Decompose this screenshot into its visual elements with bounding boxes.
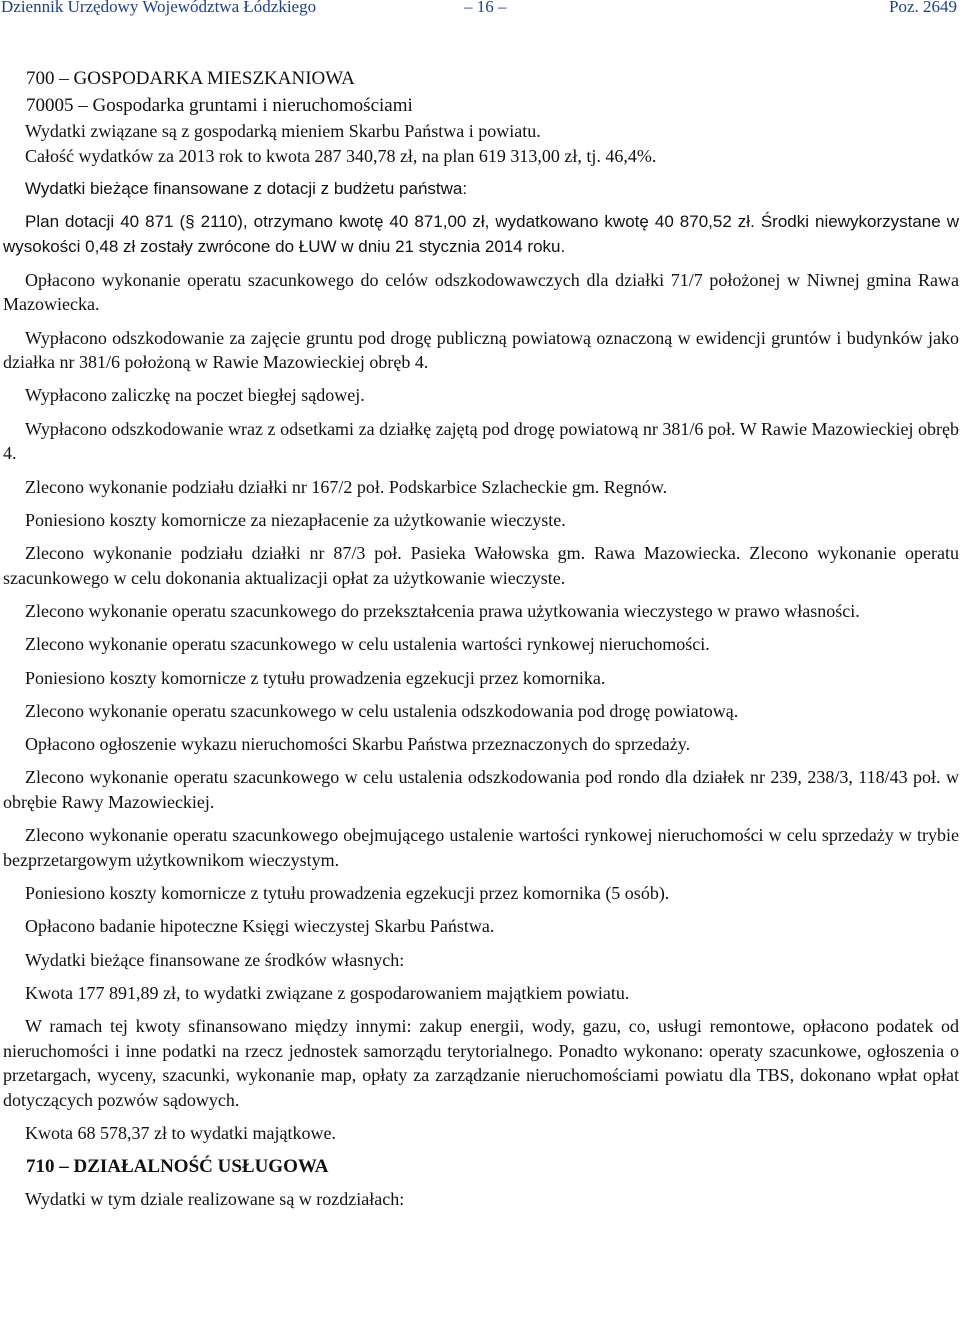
paragraph-state-funded: Wydatki bieżące finansowane z dotacji z budżetu państwa: [25,178,468,198]
paragraph-bailiff-costs: Poniesiono koszty komornicze z tytułu prowadzenia egzekucji przez komornika. [25,667,606,688]
paragraph-advance: Wypłacono zaliczkę na poczet biegłej sądowej. [25,385,365,406]
paragraph-scope: Wydatki związane są z gospodarką mieniem Skarbu Państwa i powiatu. [25,121,541,141]
paragraph-subsidy-plan: Plan dotacji 40 871 (§ 2110), otrzymano kwotę 40 871,00 zł, wydatkowano kwotę 40 870,52 zł. Środki niewykorzystane w wysokości 0,48 zł zostały zwrócone do ŁUW w dniu 21 stycznia 2014 roku. [3,212,959,256]
page-number: – 16 – [464,0,507,16]
section-710-intro: Wydatki w tym dziale realizowane są w rozdziałach: [25,1189,405,1210]
section-700-title: 700 – GOSPODARKA MIESZKANIOWA [26,68,355,89]
page-header [0,0,960,22]
section-710-title: 710 – DZIAŁALNOŚĆ USŁUGOWA [26,1156,329,1178]
paragraph-capital-expenses: Kwota 68 578,37 zł to wydatki majątkowe. [25,1123,336,1144]
paragraph-ownership-conversion: Zlecono wykonanie operatu szacunkowego do przekształcenia prawa użytkowania wieczystego w prawo własności. [25,600,860,621]
paragraph-roundabout: Zlecono wykonanie operatu szacunkowego w celu ustalenia odszkodowania pod rondo dla działek nr 239, 238/3, 118/43 poł. w obrębie Rawy Mazowieckiej. [3,767,959,812]
paragraph-road-compensation: Zlecono wykonanie operatu szacunkowego w celu ustalenia odszkodowania pod drogę powiatową. [25,700,739,721]
document-body [3,65,959,1212]
journal-title: Dziennik Urzędowy Województwa Łódzkiego [1,0,317,16]
paragraph-mortgage-check: Opłacono badanie hipoteczne Księgi wieczystej Skarbu Państwa. [25,916,495,937]
section-70005-title: 70005 – Gospodarka gruntami i nieruchomościami [26,95,413,116]
paragraph-total: Całość wydatków za 2013 rok to kwota 287 340,78 zł, na plan 619 313,00 zł, tj. 46,4%. [25,145,657,166]
paragraph-87-3: Zlecono wykonanie podziału działki nr 87/3 poł. Pasieka Wałowska gm. Rawa Mazowiecka. Zlecono wykonanie operatu szacunkowego w celu dokonania aktualizacji opłat za użytkowanie wieczyste. [3,543,959,588]
paragraph-funded-items: W ramach tej kwoty sfinansowano między innymi: zakup energii, wody, gazu, co, usługi remontowe, opłacono podatek od nieruchomości i inne podatki na rzecz jednostek samorządu terytorialnego. Ponadto wykonano: operaty szacunkowe, ogłoszenia o przetargach, wyceny, szacunki, wykonanie map, opłaty za zarządzanie nieruchomościami powiatu dla TBS, dokonano wpłat opłat dotyczących pozwów sądowych. [3,1016,959,1110]
paragraph-bailiff-five: Poniesiono koszty komornicze z tytułu prowadzenia egzekucji przez komornika (5 osób). [25,883,670,904]
paragraph-71-7: Opłacono wykonanie operatu szacunkowego do celów odszkodowawczych dla działki 71/7 położonej w Niwnej gmina Rawa Mazowiecka. [3,269,959,315]
paragraph-bailiff-usufruct: Poniesiono koszty komornicze za niezapłacenie za użytkowanie wieczyste. [25,509,566,530]
paragraph-interest: Wypłacono odszkodowanie wraz z odsetkami za działkę zajętą pod drogę powiatową nr 381/6 poł. W Rawie Mazowieckiej obręb 4. [3,418,959,464]
paragraph-own-funds-amount: Kwota 177 891,89 zł, to wydatki związane z gospodarowaniem majątkiem powiatu. [25,982,630,1003]
paragraph-own-funds: Wydatki bieżące finansowane ze środków własnych: [25,949,405,970]
paragraph-market-value: Zlecono wykonanie operatu szacunkowego w celu ustalenia wartości rynkowej nieruchomości. [25,634,710,655]
position-number: Poz. 2649 [889,0,957,16]
paragraph-sale-valuation: Zlecono wykonanie operatu szacunkowego obejmującego ustalenie wartości rynkowej nieruchomości w celu sprzedaży w trybie bezprzetargowym użytkownikom wieczystym. [3,825,959,870]
paragraph-sale-notice: Opłacono ogłoszenie wykazu nieruchomości Skarbu Państwa przeznaczonych do sprzedaży. [25,734,691,755]
paragraph-167-2: Zlecono wykonanie podziału działki nr 167/2 poł. Podskarbice Szlacheckie gm. Regnów. [25,476,668,497]
paragraph-381-6-compensation: Wypłacono odszkodowanie za zajęcie gruntu pod drogę publiczną powiatową oznaczoną w ewidencji gruntów i budynków jako działka nr 381/6 położoną w Rawie Mazowieckiej obręb 4. [3,327,959,373]
